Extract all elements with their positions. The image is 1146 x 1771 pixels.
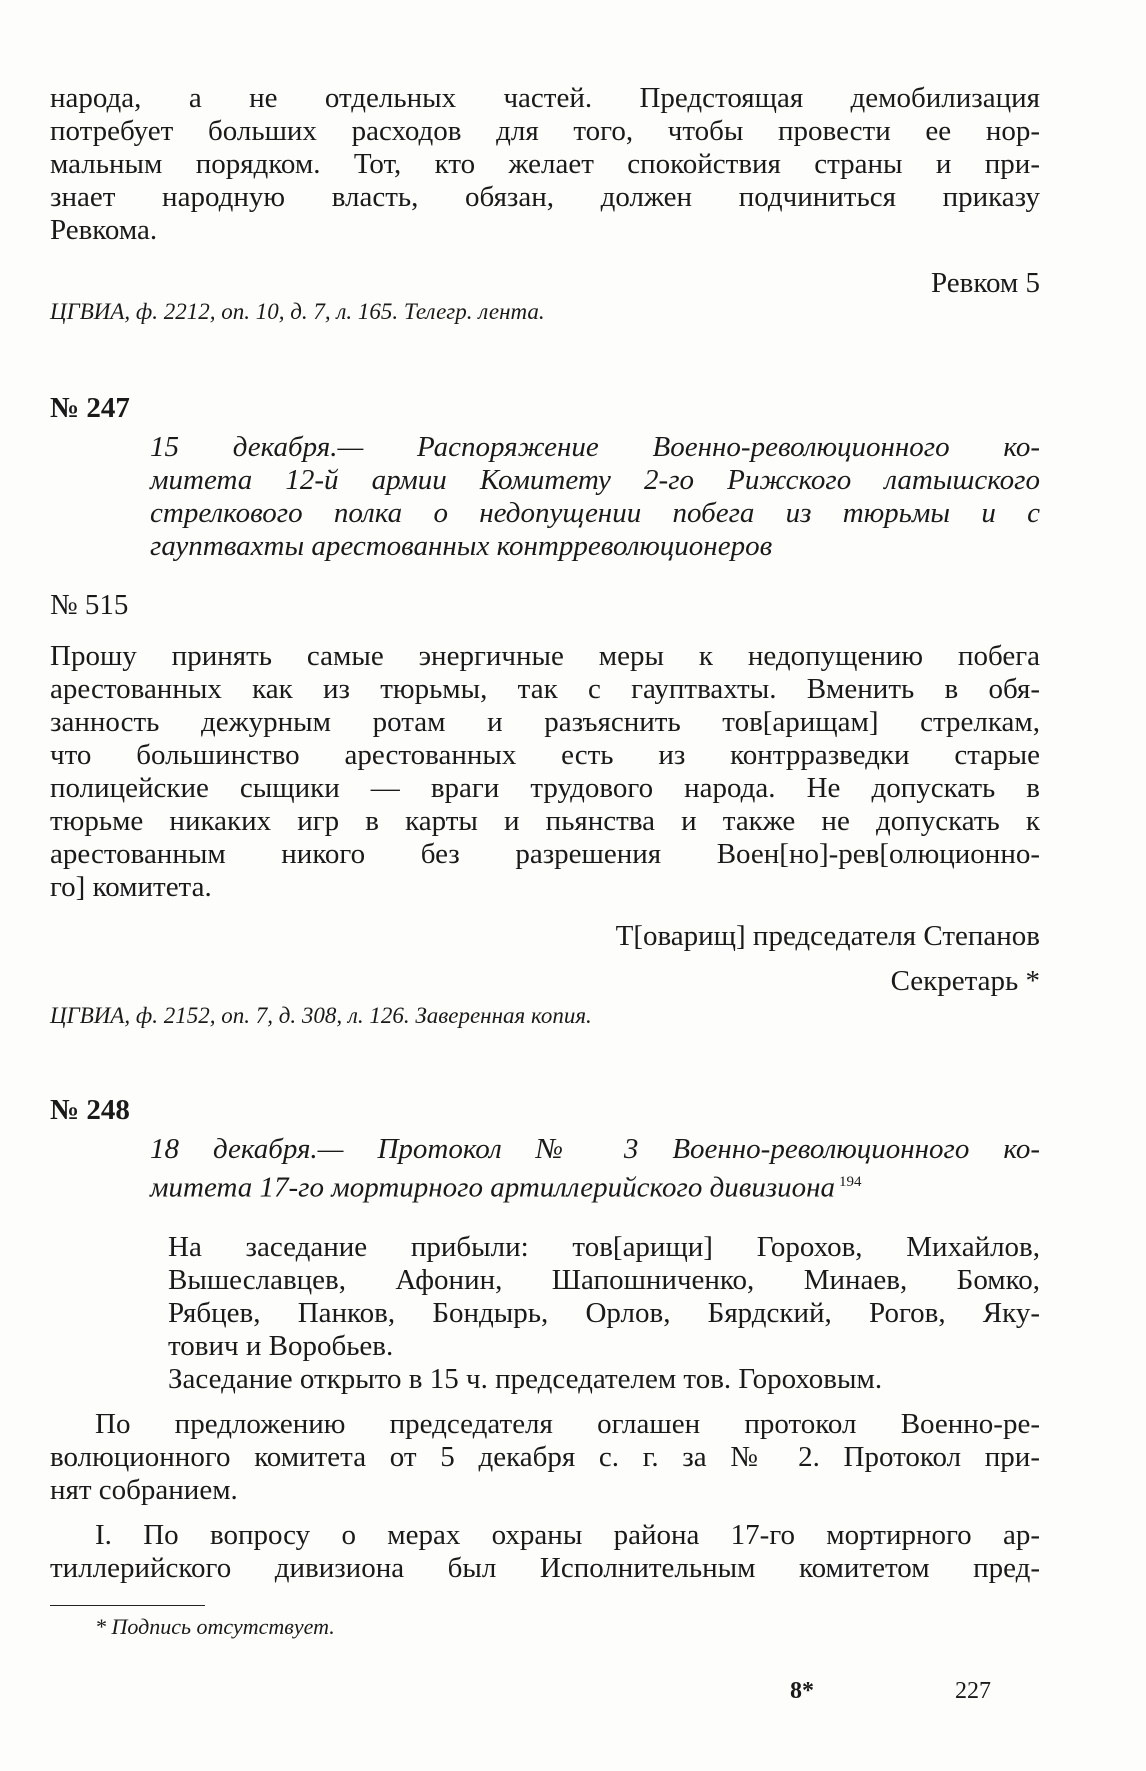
footnote: * Подпись отсутствует.	[95, 1613, 335, 1639]
order-body	[50, 640, 1040, 904]
text-line: занность дежурным ротам и разъяснить тов[арищам] стрелкам,	[50, 706, 1040, 738]
continuation-paragraph	[50, 82, 1040, 247]
signature-mark: 8*	[790, 1678, 814, 1704]
text-line: Прошу принять самые энергичные меры к недопущению побега	[50, 640, 1040, 672]
heading-line: 15 декабря.— Распоряжение Военно-революционного ко-	[150, 431, 1040, 463]
heading-line: 18 декабря.— Протокол № 3 Военно-революционного ко-	[150, 1133, 1040, 1165]
paragraph	[50, 1519, 1040, 1585]
page-number: 227	[955, 1678, 991, 1704]
revkom-signature: Ревком 5	[931, 267, 1040, 299]
secretary-signature: Секретарь *	[890, 965, 1040, 997]
document-number: № 248	[50, 1094, 130, 1126]
text-line: полицейские сыщики — враги трудового народа. Не допускать в	[50, 772, 1040, 804]
document-number: № 247	[50, 392, 130, 424]
text-line: народа, а не отдельных частей. Предстоящая демобилизация	[50, 82, 1040, 114]
text-line: Вышеславцев, Афонин, Шапошниченко, Минаев, Бомко,	[168, 1263, 1040, 1296]
text-line: тюрьме никаких игр в карты и пьянства и также не допускать к	[50, 805, 1040, 837]
document-heading	[150, 1133, 1040, 1205]
text-line: По предложению председателя оглашен протокол Военно-ре-	[95, 1407, 1040, 1440]
text-line: мальным порядком. Тот, кто желает спокойствия страны и при-	[50, 148, 1040, 180]
text-line: потребует больших расходов для того, чтобы провести ее нор-	[50, 115, 1040, 147]
text-line: тиллерийского дивизиона был Исполнительным комитетом пред-	[50, 1551, 1040, 1584]
heading-line: митета 12-й армии Комитету 2-го Рижского латышского	[150, 464, 1040, 496]
text-line: арестованных как из тюрьмы, так с гауптвахты. Вменить в обя-	[50, 673, 1040, 705]
heading-line: гауптвахты арестованных контрреволюционеров	[150, 530, 773, 562]
text-line: нят собранием.	[50, 1473, 238, 1506]
text-line: I. По вопросу о мерах охраны района 17-го мортирного ар-	[95, 1518, 1040, 1551]
document-heading	[150, 431, 1040, 563]
text-line: На заседание прибыли: тов[арищи] Горохов, Михайлов,	[168, 1230, 1040, 1263]
footnote-divider	[50, 1605, 205, 1606]
text-line: волюционного комитета от 5 декабря с. г. за № 2. Протокол при-	[50, 1440, 1040, 1473]
text-line: Заседание открыто в 15 ч. председателем тов. Гороховым.	[168, 1362, 883, 1395]
text-line: тович и Воробьев.	[168, 1329, 394, 1362]
heading-line: стрелкового полка о недопущении побега из тюрьмы и с	[150, 497, 1040, 529]
note-reference: 194	[839, 1174, 862, 1190]
text-line: знает народную власть, обязан, должен подчиниться приказу	[50, 181, 1040, 213]
text-line: Рябцев, Панков, Бондырь, Орлов, Бярдский, Рогов, Яку-	[168, 1296, 1040, 1329]
text-line: Ревкома.	[50, 214, 158, 246]
page-content	[50, 82, 1040, 1640]
order-number: № 515	[50, 589, 129, 621]
attendees-paragraph	[168, 1231, 1040, 1396]
archive-source: ЦГВИА, ф. 2212, оп. 10, д. 7, л. 165. Телегр. лента.	[50, 299, 545, 324]
archive-source: ЦГВИА, ф. 2152, оп. 7, д. 308, л. 126. Заверенная копия.	[50, 1003, 592, 1028]
paragraph	[50, 1408, 1040, 1507]
text-line: что большинство арестованных есть из контрразведки старые	[50, 739, 1040, 771]
heading-line: митета 17-го мортирного артиллерийского дивизиона $^{194}$	[150, 1171, 862, 1204]
chairman-signature: Т[оварищ] председателя Степанов	[615, 920, 1040, 952]
text-line: го] комитета.	[50, 871, 212, 903]
text-line: арестованным никого без разрешения Воен[но]-рев[олюционно-	[50, 838, 1040, 870]
